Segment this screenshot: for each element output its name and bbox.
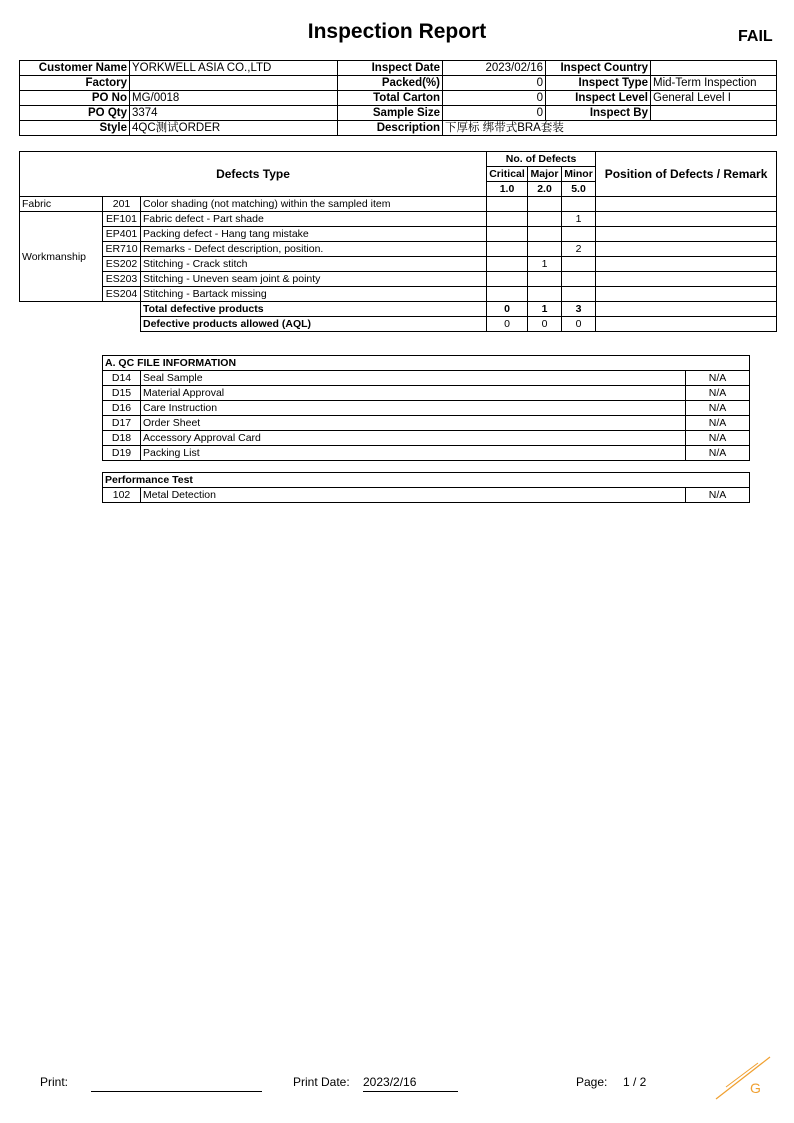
- performance-test-header: Performance Test: [103, 473, 750, 488]
- defect-description: Remarks - Defect description, position.: [141, 242, 487, 257]
- report-title: Inspection Report: [307, 20, 487, 43]
- customer-name-value: YORKWELL ASIA CO.,LTD: [130, 61, 338, 76]
- total-major: 1: [528, 302, 562, 317]
- inspect-country-label: Inspect Country: [546, 61, 651, 76]
- defect-code: ER710: [103, 242, 141, 257]
- defects-table: [19, 151, 777, 332]
- critical-count: [487, 257, 528, 272]
- packed-value: 0: [443, 76, 546, 91]
- defect-description: Stitching - Uneven seam joint & pointy: [141, 272, 487, 287]
- company-logo: [712, 1053, 774, 1103]
- inspect-date-label: Inspect Date: [338, 61, 443, 76]
- customer-name-label: Customer Name: [20, 61, 130, 76]
- major-count: [528, 212, 562, 227]
- defect-remark: [596, 197, 777, 212]
- packed-label: Packed(%): [338, 76, 443, 91]
- critical-count: [487, 197, 528, 212]
- page-label: Page:: [576, 1075, 608, 1089]
- qc-file-header: A. QC FILE INFORMATION: [103, 356, 750, 371]
- defect-count-header: No. of Defects: [487, 152, 596, 167]
- table-row: [20, 197, 777, 212]
- defect-remark: [596, 257, 777, 272]
- page-number: 1 / 2: [623, 1075, 647, 1089]
- qc-file-code: D19: [103, 446, 141, 461]
- table-row: [20, 212, 777, 227]
- inspect-country-value: [651, 61, 777, 76]
- inspect-level-label: Inspect Level: [546, 91, 651, 106]
- major-count: [528, 242, 562, 257]
- inspect-date-value: 2023/02/16: [443, 61, 546, 76]
- defect-code: EP401: [103, 227, 141, 242]
- allowed-major: 0: [528, 317, 562, 332]
- print-label: Print:: [40, 1075, 69, 1089]
- critical-count: [487, 212, 528, 227]
- major-count: [528, 272, 562, 287]
- defect-code: ES204: [103, 287, 141, 302]
- remark-header: Position of Defects / Remark: [596, 152, 777, 197]
- inspect-type-label: Inspect Type: [546, 76, 651, 91]
- table-row: [103, 446, 750, 461]
- qc-file-status: N/A: [686, 371, 750, 386]
- defect-description: Stitching - Bartack missing: [141, 287, 487, 302]
- qc-file-code: D18: [103, 431, 141, 446]
- defect-remark: [596, 212, 777, 227]
- allowed-minor: 0: [562, 317, 596, 332]
- critical-count: [487, 272, 528, 287]
- qc-file-table: [102, 355, 750, 461]
- critical-header: Critical: [487, 167, 528, 182]
- defect-description: Fabric defect - Part shade: [141, 212, 487, 227]
- critical-count: [487, 227, 528, 242]
- defect-remark: [596, 287, 777, 302]
- critical-count: [487, 287, 528, 302]
- defects-type-header: Defects Type: [20, 152, 487, 197]
- logo-letter: G: [750, 1080, 761, 1096]
- performance-test-status: N/A: [686, 488, 750, 503]
- minor-header: Minor: [562, 167, 596, 182]
- table-row: [20, 287, 777, 302]
- total-critical: 0: [487, 302, 528, 317]
- table-row: [103, 371, 750, 386]
- qc-file-status: N/A: [686, 386, 750, 401]
- table-row: [103, 386, 750, 401]
- po-no-value: MG/0018: [130, 91, 338, 106]
- major-count: 1: [528, 257, 562, 272]
- defect-remark: [596, 272, 777, 287]
- po-no-label: PO No: [20, 91, 130, 106]
- print-signature-line: [91, 1091, 262, 1092]
- qc-file-name: Order Sheet: [141, 416, 686, 431]
- factory-label: Factory: [20, 76, 130, 91]
- qc-file-code: D16: [103, 401, 141, 416]
- qc-file-name: Material Approval: [141, 386, 686, 401]
- inspect-by-value: [651, 106, 777, 121]
- logo-icon: [712, 1053, 774, 1103]
- qc-file-status: N/A: [686, 401, 750, 416]
- table-row: [103, 488, 750, 503]
- po-qty-label: PO Qty: [20, 106, 130, 121]
- minor-aql: 5.0: [562, 182, 596, 197]
- minor-count: 1: [562, 212, 596, 227]
- table-row: [20, 242, 777, 257]
- inspect-level-value: General Level I: [651, 91, 777, 106]
- defect-category: Workmanship: [20, 212, 103, 302]
- performance-test-table: [102, 472, 750, 503]
- qc-file-code: D15: [103, 386, 141, 401]
- qc-file-name: Care Instruction: [141, 401, 686, 416]
- major-count: [528, 197, 562, 212]
- defect-remark: [596, 242, 777, 257]
- qc-file-code: D17: [103, 416, 141, 431]
- qc-file-name: Seal Sample: [141, 371, 686, 386]
- total-defects-label: Total defective products: [141, 302, 487, 317]
- minor-count: [562, 287, 596, 302]
- description-label: Description: [338, 121, 443, 136]
- minor-count: [562, 227, 596, 242]
- major-count: [528, 227, 562, 242]
- inspect-by-label: Inspect By: [546, 106, 651, 121]
- style-value: 4QC测试ORDER: [130, 121, 338, 136]
- qc-file-name: Packing List: [141, 446, 686, 461]
- table-row: [20, 272, 777, 287]
- defect-code: EF101: [103, 212, 141, 227]
- inspect-type-value: Mid-Term Inspection: [651, 76, 777, 91]
- performance-test-code: 102: [103, 488, 141, 503]
- total-defects-row: [20, 302, 777, 317]
- allowed-defects-row: [20, 317, 777, 332]
- major-header: Major: [528, 167, 562, 182]
- table-row: [103, 401, 750, 416]
- defect-code: 201: [103, 197, 141, 212]
- description-value: 下厚标 绑带式BRA套装: [443, 121, 777, 136]
- table-row: [103, 416, 750, 431]
- defect-remark: [596, 227, 777, 242]
- allowed-defects-label: Defective products allowed (AQL): [141, 317, 487, 332]
- allowed-critical: 0: [487, 317, 528, 332]
- defect-description: Stitching - Crack stitch: [141, 257, 487, 272]
- qc-file-code: D14: [103, 371, 141, 386]
- total-minor: 3: [562, 302, 596, 317]
- defect-code: ES203: [103, 272, 141, 287]
- total-carton-value: 0: [443, 91, 546, 106]
- print-date-label: Print Date:: [293, 1075, 350, 1089]
- major-count: [528, 287, 562, 302]
- table-row: [103, 431, 750, 446]
- defect-description: Color shading (not matching) within the sampled item: [141, 197, 487, 212]
- qc-file-status: N/A: [686, 446, 750, 461]
- minor-count: [562, 272, 596, 287]
- factory-value: [130, 76, 338, 91]
- qc-file-name: Accessory Approval Card: [141, 431, 686, 446]
- defect-category: Fabric: [20, 197, 103, 212]
- critical-aql: 1.0: [487, 182, 528, 197]
- total-carton-label: Total Carton: [338, 91, 443, 106]
- qc-file-status: N/A: [686, 416, 750, 431]
- po-qty-value: 3374: [130, 106, 338, 121]
- defect-code: ES202: [103, 257, 141, 272]
- minor-count: 2: [562, 242, 596, 257]
- inspection-result: FAIL: [738, 28, 773, 45]
- style-label: Style: [20, 121, 130, 136]
- table-row: [20, 227, 777, 242]
- minor-count: [562, 257, 596, 272]
- print-date-value: 2023/2/16: [363, 1075, 458, 1092]
- performance-test-name: Metal Detection: [141, 488, 686, 503]
- critical-count: [487, 242, 528, 257]
- sample-size-label: Sample Size: [338, 106, 443, 121]
- major-aql: 2.0: [528, 182, 562, 197]
- defect-description: Packing defect - Hang tang mistake: [141, 227, 487, 242]
- qc-file-status: N/A: [686, 431, 750, 446]
- header-info-table: [19, 60, 777, 136]
- table-row: [20, 257, 777, 272]
- minor-count: [562, 197, 596, 212]
- sample-size-value: 0: [443, 106, 546, 121]
